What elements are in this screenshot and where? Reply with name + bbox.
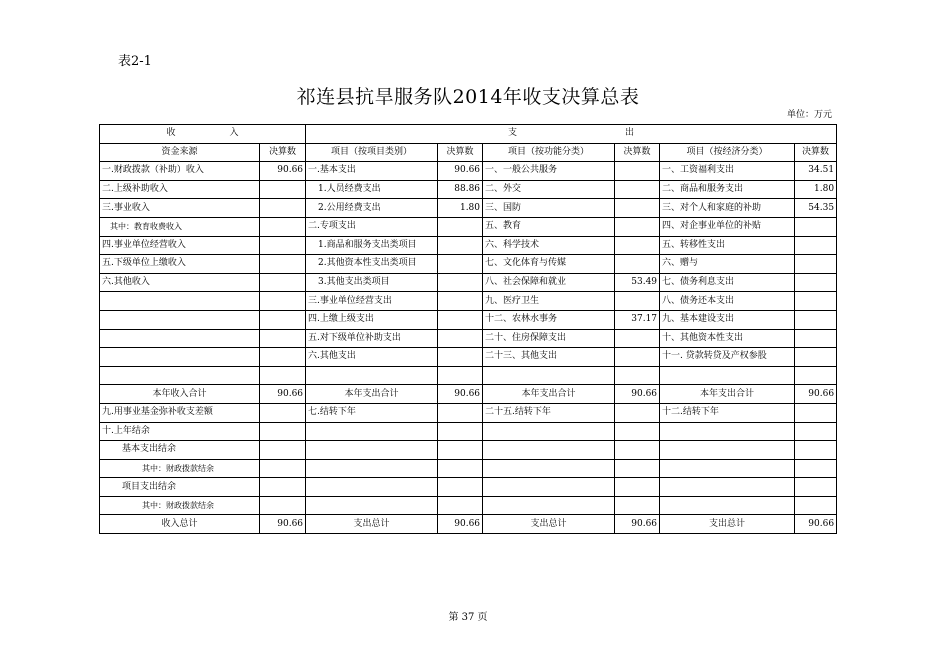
economic-value [795,329,837,348]
economic-value [795,273,837,292]
project-item: 四.上缴上级支出 [306,310,438,329]
economic-value [795,348,837,367]
table-row [100,273,837,292]
project-value [438,366,483,385]
economic-item [660,422,795,441]
income-item: 基本支出结余 [100,441,260,460]
economic-item: 一、工资福利支出 [660,162,795,181]
income-value [260,329,306,348]
project-item: 三.事业单位经营支出 [306,292,438,311]
carry-row [100,403,837,422]
col-header-by-economic: 项目（按经济分类） [660,143,795,162]
project-item [306,366,438,385]
total-row [100,515,837,534]
function-total-value: 90.66 [615,515,660,534]
income-value [260,478,306,497]
income-value [260,273,306,292]
economic-value: 54.35 [795,199,837,218]
income-total-value: 90.66 [260,515,306,534]
function-value [615,348,660,367]
income-item [100,329,260,348]
economic-subtotal-value: 90.66 [795,385,837,404]
income-value [260,217,306,236]
function-item [483,441,615,460]
carry-row [100,422,837,441]
economic-item: 五、转移性支出 [660,236,795,255]
economic-item: 二、商品和服务支出 [660,180,795,199]
table-row [100,310,837,329]
income-item: 其中：教育收费收入 [100,217,260,236]
economic-total-value: 90.66 [795,515,837,534]
project-value [438,255,483,274]
project-value [438,422,483,441]
income-total-label: 收入总计 [100,515,260,534]
project-item [306,441,438,460]
budget-table [99,124,837,534]
project-item: 1.商品和服务支出类项目 [306,236,438,255]
function-item: 三、国防 [483,199,615,218]
function-value [615,496,660,515]
income-value [260,255,306,274]
function-value [615,422,660,441]
top-header-row [100,125,837,144]
col-header-by-project: 项目（按项目类别） [306,143,438,162]
function-value [615,180,660,199]
income-value [260,496,306,515]
function-item: 二十、住房保障支出 [483,329,615,348]
project-item: 五.对下级单位补助支出 [306,329,438,348]
function-item: 七、文化体育与传媒 [483,255,615,274]
function-value [615,366,660,385]
table-row [100,348,837,367]
income-value [260,366,306,385]
economic-item: 七、债务利息支出 [660,273,795,292]
project-item [306,496,438,515]
subtotal-row [100,385,837,404]
page-number: 第 37 页 [448,612,488,623]
unit-label: 单位：万元 [786,110,832,120]
page-title: 祁连县抗旱服务队2014年收支决算总表 [296,86,640,108]
income-value [260,199,306,218]
table-row [100,236,837,255]
table-row [100,292,837,311]
project-value [438,217,483,236]
function-subtotal-value: 90.66 [615,385,660,404]
income-item: 六.其他收入 [100,273,260,292]
economic-subtotal-label: 本年支出合计 [660,385,795,404]
economic-item: 三、对个人和家庭的补助 [660,199,795,218]
income-item: 一.财政拨款（补助）收入 [100,162,260,181]
function-item: 二、外交 [483,180,615,199]
table-row [100,329,837,348]
function-item: 八、社会保障和就业 [483,273,615,292]
economic-item [660,366,795,385]
income-header: 收 入 [100,125,306,144]
project-item [306,478,438,497]
function-item [483,459,615,478]
table-row [100,199,837,218]
economic-value [795,459,837,478]
economic-value: 1.80 [795,180,837,199]
project-value: 90.66 [438,162,483,181]
project-value [438,459,483,478]
economic-item: 九、基本建设支出 [660,310,795,329]
function-value [615,329,660,348]
income-value [260,236,306,255]
economic-item: 四、对企事业单位的补贴 [660,217,795,236]
col-header-amount: 决算数 [615,143,660,162]
project-value: 1.80 [438,199,483,218]
function-value [615,217,660,236]
table-row [100,180,837,199]
table-row [100,255,837,274]
income-item: 其中：财政拨款结余 [100,459,260,478]
economic-item [660,441,795,460]
project-total-value: 90.66 [438,515,483,534]
col-header-by-function: 项目（按功能分类） [483,143,615,162]
economic-value [795,292,837,311]
function-value [615,459,660,478]
income-value [260,459,306,478]
income-item: 二.上级补助收入 [100,180,260,199]
project-value [438,273,483,292]
income-item: 三.事业收入 [100,199,260,218]
carry-row [100,496,837,515]
income-value [260,348,306,367]
income-subtotal-value: 90.66 [260,385,306,404]
function-item: 六、科学技术 [483,236,615,255]
project-value [438,478,483,497]
function-subtotal-label: 本年支出合计 [483,385,615,404]
economic-item [660,496,795,515]
income-item [100,292,260,311]
economic-value [795,366,837,385]
table-row [100,217,837,236]
income-value [260,403,306,422]
function-value [615,403,660,422]
col-header-amount: 决算数 [795,143,837,162]
function-item: 十二、农林水事务 [483,310,615,329]
economic-value [795,310,837,329]
function-value [615,478,660,497]
function-value: 53.49 [615,273,660,292]
function-item [483,496,615,515]
economic-value: 34.51 [795,162,837,181]
function-value: 37.17 [615,310,660,329]
income-item [100,348,260,367]
project-value [438,236,483,255]
economic-value [795,217,837,236]
col-header-amount: 决算数 [260,143,306,162]
economic-item: 六、赠与 [660,255,795,274]
income-value: 90.66 [260,162,306,181]
function-item: 九、医疗卫生 [483,292,615,311]
function-value [615,292,660,311]
carry-row [100,441,837,460]
function-item: 二十三、其他支出 [483,348,615,367]
project-value [438,441,483,460]
project-value [438,329,483,348]
income-value [260,292,306,311]
function-value [615,441,660,460]
income-subtotal-label: 本年收入合计 [100,385,260,404]
economic-value [795,236,837,255]
income-item: 其中：财政拨款结余 [100,496,260,515]
economic-item [660,478,795,497]
project-value [438,292,483,311]
income-item [100,366,260,385]
project-subtotal-label: 本年支出合计 [306,385,438,404]
function-item [483,366,615,385]
project-value [438,310,483,329]
income-item: 十.上年结余 [100,422,260,441]
economic-total-label: 支出总计 [660,515,795,534]
function-item [483,422,615,441]
project-item: 2.公用经费支出 [306,199,438,218]
table-row [100,366,837,385]
function-item: 一、一般公共服务 [483,162,615,181]
project-subtotal-value: 90.66 [438,385,483,404]
project-value: 88.86 [438,180,483,199]
carry-row [100,459,837,478]
function-value [615,236,660,255]
economic-value [795,478,837,497]
economic-value [795,496,837,515]
project-item: 二.专项支出 [306,217,438,236]
function-item [483,478,615,497]
function-item: 五、教育 [483,217,615,236]
col-header-source: 资金来源 [100,143,260,162]
function-item: 二十五.结转下年 [483,403,615,422]
project-item: 3.其他支出类项目 [306,273,438,292]
project-item: 六.其他支出 [306,348,438,367]
carry-row [100,478,837,497]
economic-item: 十一. 贷款转贷及产权参股 [660,348,795,367]
project-total-label: 支出总计 [306,515,438,534]
income-value [260,422,306,441]
column-header-row [100,143,837,162]
income-value [260,180,306,199]
economic-item [660,459,795,478]
table-code: 表2-1 [118,54,152,69]
project-value [438,403,483,422]
income-item: 项目支出结余 [100,478,260,497]
project-item: 1.人员经费支出 [306,180,438,199]
economic-value [795,255,837,274]
function-value [615,162,660,181]
income-item [100,310,260,329]
economic-item: 十二.结转下年 [660,403,795,422]
project-item: 七.结转下年 [306,403,438,422]
project-item: 2.其他资本性支出类项目 [306,255,438,274]
economic-item: 十、其他资本性支出 [660,329,795,348]
expense-header: 支 出 [306,125,837,144]
income-value [260,441,306,460]
function-value [615,199,660,218]
function-value [615,255,660,274]
economic-value [795,403,837,422]
economic-value [795,441,837,460]
project-value [438,496,483,515]
income-value [260,310,306,329]
income-item: 四.事业单位经营收入 [100,236,260,255]
economic-value [795,422,837,441]
project-item: 一.基本支出 [306,162,438,181]
col-header-amount: 决算数 [438,143,483,162]
project-value [438,348,483,367]
project-item [306,459,438,478]
income-item: 九.用事业基金弥补收支差额 [100,403,260,422]
function-total-label: 支出总计 [483,515,615,534]
economic-item: 八、债务还本支出 [660,292,795,311]
table-row [100,162,837,181]
income-item: 五.下级单位上缴收入 [100,255,260,274]
project-item [306,422,438,441]
